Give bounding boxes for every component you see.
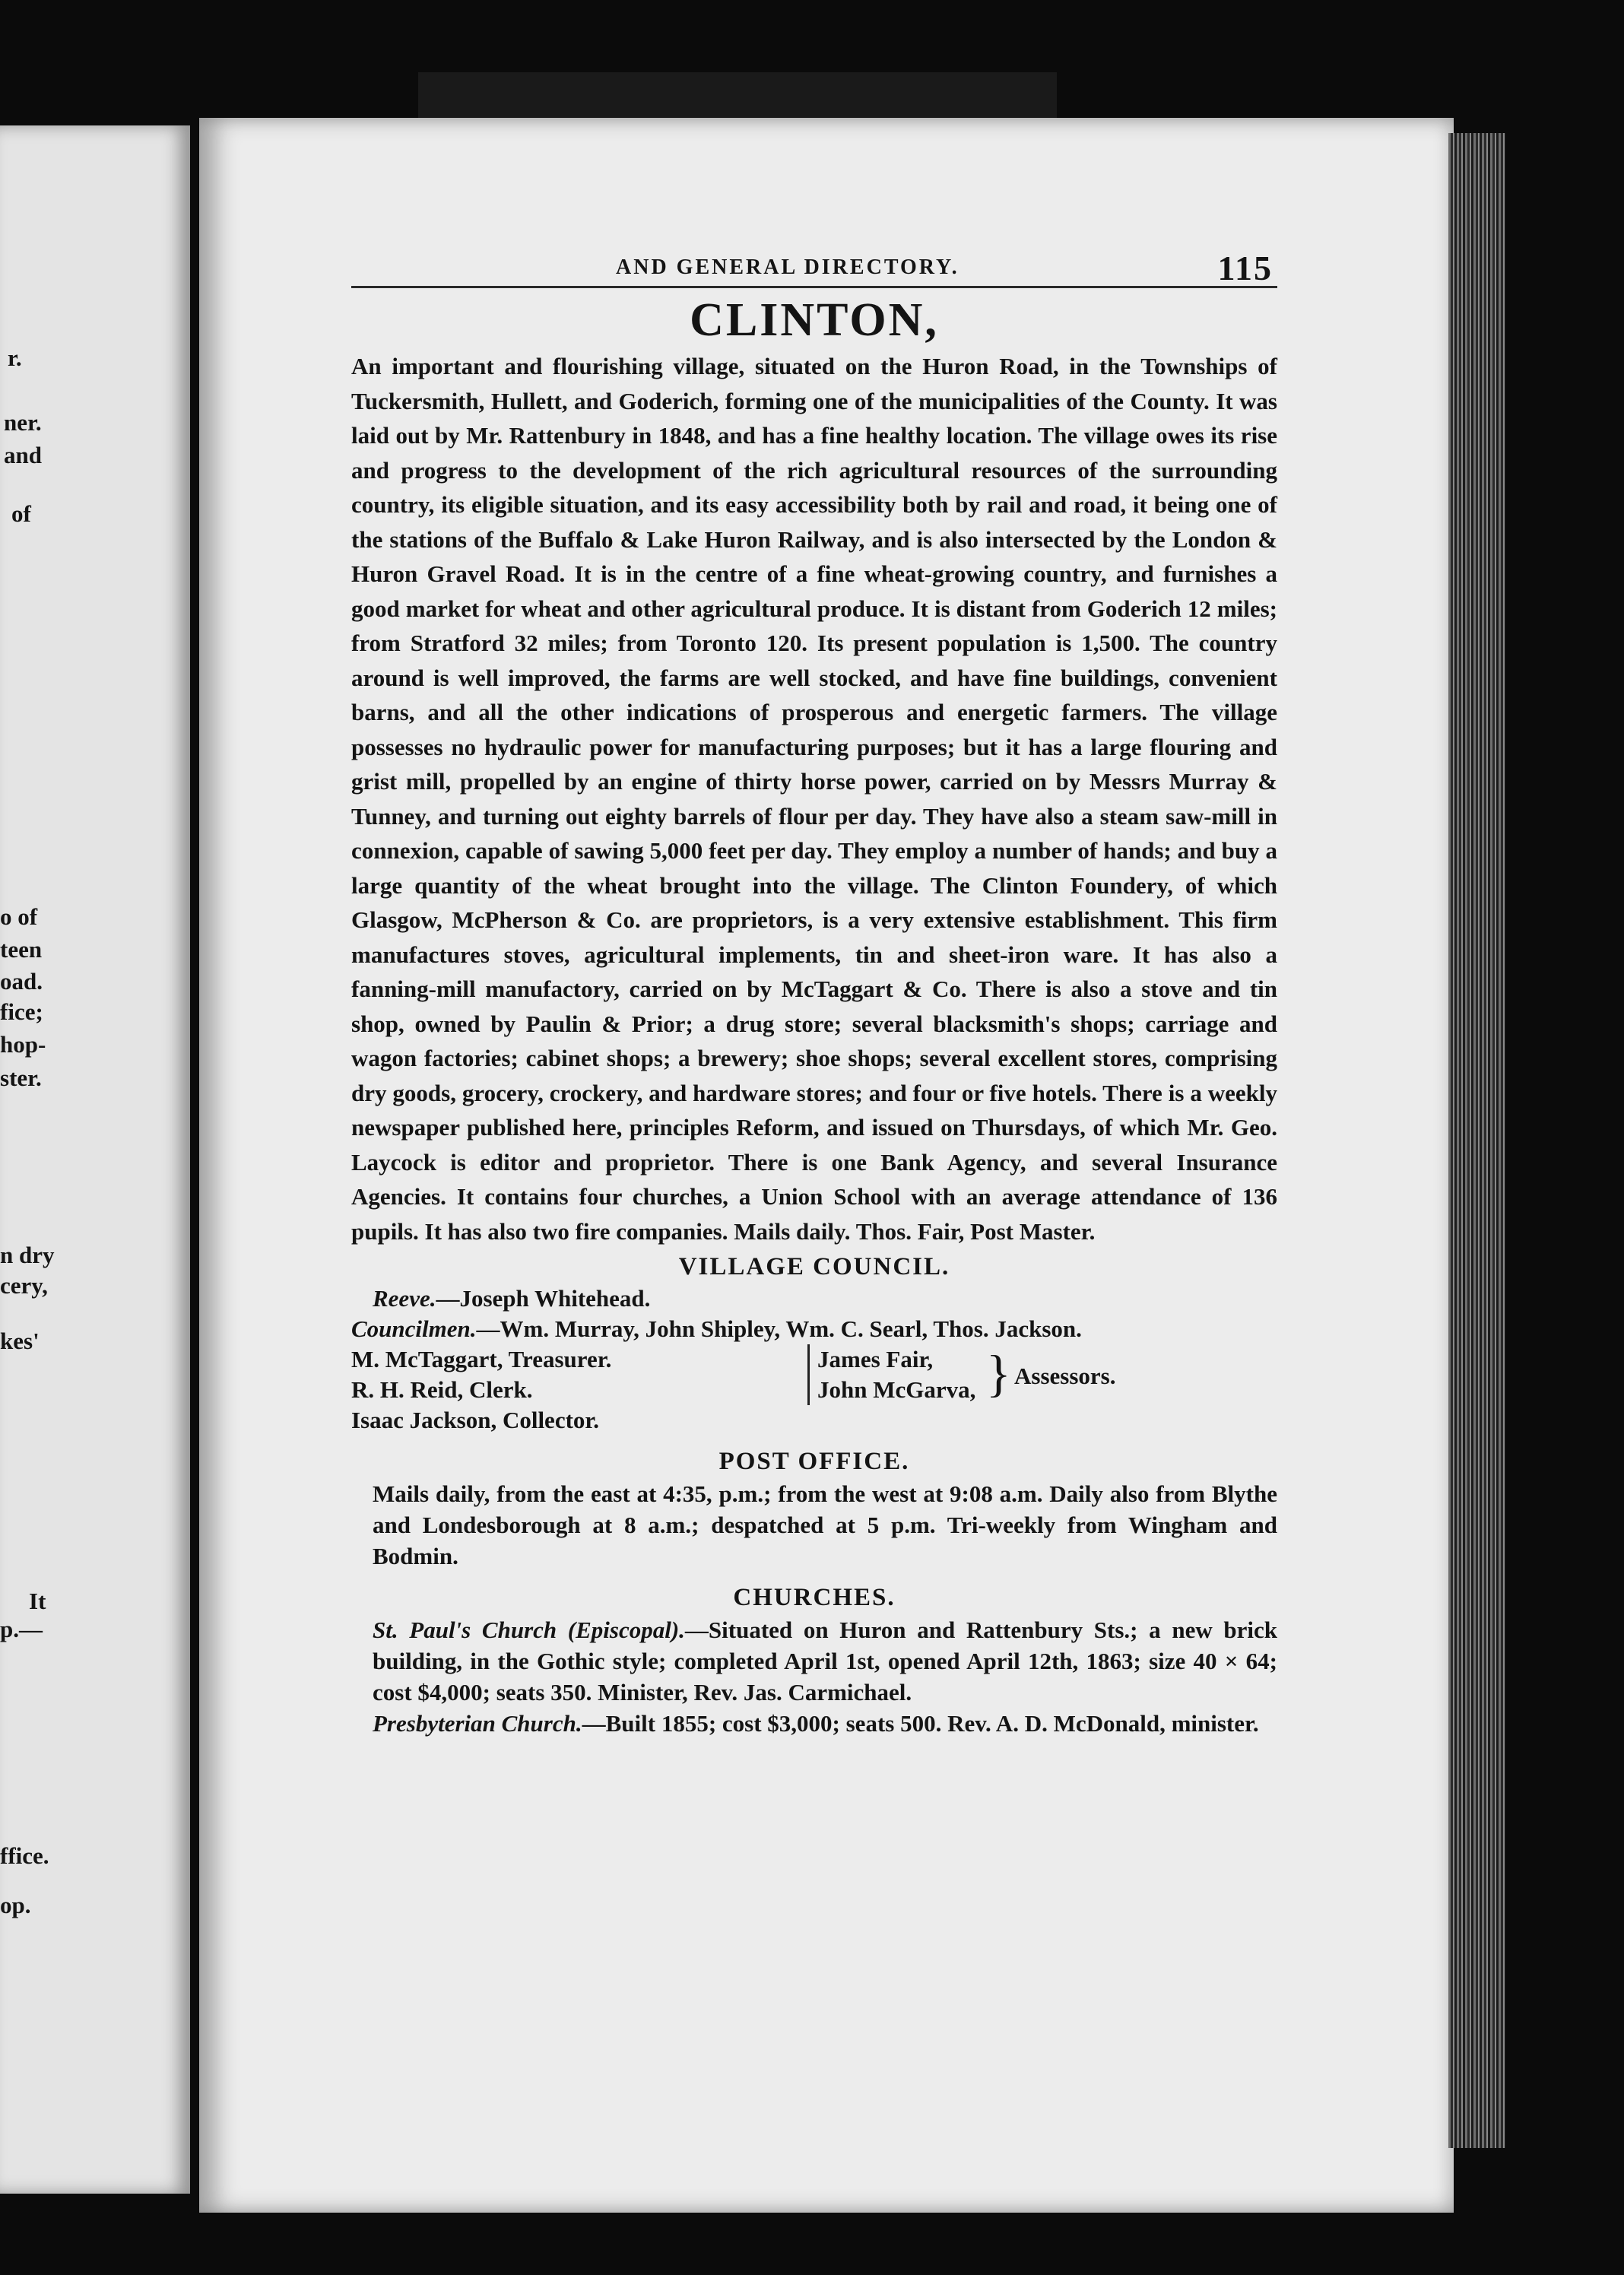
councilmen-names: —Wm. Murray, John Shipley, Wm. C. Searl, Thos. Jackson. <box>476 1315 1082 1342</box>
village-officers <box>351 1344 1277 1443</box>
officer-collector: Isaac Jackson, Collector. <box>351 1407 600 1433</box>
post-office-heading: POST OFFICE. <box>718 1448 910 1475</box>
left-fragment: n dry <box>0 1242 55 1268</box>
top-paper-scrap <box>418 72 1057 119</box>
assessors-label: Assessors. <box>1014 1363 1116 1389</box>
councilmen-line <box>351 1314 1277 1344</box>
left-fragment: fice; <box>0 998 43 1025</box>
town-description: An important and flourishing village, situated on the Huron Road, in the Townships of Tuckersmith, Hullett, and Goderich, forming one of the municipalities of the County. It was laid out by Mr. Rattenbury in 1848, and has a fine healthy location. The village owes its rise and progress to the development of the rich agricultural resources of the surrounding country, its eligible situation, and its easy accessibility both by rail and road, it being one of the stations of the Buffalo & Lake Huron Railway, and is also intersected by the London & Huron Gravel Road. It is in the centre of a fine wheat-growing country, and furnishes a good market for wheat and other agricultural produce. It is distant from Goderich 12 miles; from Stratford 32 miles; from Toronto 120. Its present population is 1,500. The country around is well improved, the farms are well stocked, and have fine buildings, convenient barns, and all the other indications of prosperous and energetic farmers. The village possesses no hydraulic power for manufacturing purposes; but it has a large flouring and grist mill, propelled by an engine of thirty horse power, carried on by Messrs Murray & Tunney, and turning out eighty barrels of flour per day. They have also a steam saw-mill in connexion, capable of sawing 5,000 feet per day. They employ a number of hands; and buy a large quantity of the wheat brought into the village. The Clinton Foundery, of which Glasgow, McPherson & Co. are proprietors, is a very extensive establishment. This firm manufactures stoves, agricultural implements, tin and sheet-iron ware. It has also a fanning-mill manufactory, carried on by McTaggart & Co. There is also a stove and tin shop, owned by Paulin & Prior; a drug store; several blacksmith's shops; carriage and wagon factories; cabinet shops; a brewery; shoe shops; several excellent stores, comprising dry goods, grocery, crockery, and hardware stores; and four or five hotels. There is a weekly newspaper published here, principles Reform, and issued on Thursdays, of which Mr. Geo. Laycock is editor and proprietor. There is one Bank Agency, and several Insurance Agencies. It contains four churches, a Union School with an average attendance of 136 pupils. It has also two fire companies. Mails daily. Thos. Fair, Post Master. <box>351 353 1277 1245</box>
post-office-text: Mails daily, from the east at 4:35, p.m.; from the west at 9:08 a.m. Daily also from Blythe and Londesborough at 8 a.m.; despatched at 5 p.m. Tri-weekly from Wingham and Bodmin. <box>373 1480 1277 1569</box>
town-title: CLINTON, <box>690 294 939 346</box>
page-edges <box>1448 133 1505 2148</box>
left-fragment: ner. <box>4 409 42 436</box>
church-name: St. Paul's Church (Episcopal). <box>373 1617 685 1643</box>
page-number: 115 <box>1217 249 1273 287</box>
church-details: —Situated on Huron and Rattenbury Sts.; a new brick building, in the Gothic style; completed April 1st, opened April 12th, 1863; size 40 × 64; cost $4,000; seats 350. Minister, Rev. Jas. Carmichael. <box>373 1617 1277 1705</box>
previous-page-strip <box>0 125 190 2194</box>
assessor-name: John McGarva, <box>817 1376 976 1403</box>
left-fragment: cery, <box>0 1272 48 1299</box>
left-fragment: hop- <box>0 1031 46 1058</box>
left-fragment: teen <box>0 936 43 963</box>
reeve-line <box>351 1283 1277 1314</box>
assessor-name: James Fair, <box>817 1346 934 1372</box>
reeve-label: Reeve. <box>373 1285 436 1312</box>
running-header <box>351 251 1277 288</box>
left-fragment: and <box>4 442 42 468</box>
running-title: AND GENERAL DIRECTORY. <box>616 255 959 279</box>
left-fragment: op. <box>0 1892 31 1918</box>
left-fragment: of <box>11 500 31 527</box>
left-fragment: o of <box>0 903 38 930</box>
church-name: Presbyterian Church. <box>373 1710 582 1737</box>
officer-treasurer: M. McTaggart, Treasurer. <box>351 1346 612 1372</box>
left-fragment: r. <box>8 344 22 371</box>
left-fragment: kes' <box>0 1328 40 1354</box>
left-fragment: ster. <box>0 1065 42 1091</box>
church-entry <box>351 1708 1277 1739</box>
brace-symbol: } <box>986 1344 1011 1402</box>
assessors-list <box>807 1344 975 1405</box>
church-entry <box>351 1614 1277 1708</box>
reeve-name: —Joseph Whitehead. <box>436 1285 651 1312</box>
left-fragment: ffice. <box>0 1842 49 1869</box>
left-fragment: oad. <box>0 968 43 995</box>
councilmen-label: Councilmen. <box>351 1315 477 1342</box>
left-fragment: p.— <box>0 1616 43 1642</box>
left-fragment: It <box>29 1588 46 1614</box>
officer-clerk: R. H. Reid, Clerk. <box>351 1376 533 1403</box>
churches-heading: CHURCHES. <box>733 1584 896 1611</box>
village-council-heading: VILLAGE COUNCIL. <box>678 1253 950 1280</box>
officers-list <box>351 1344 611 1436</box>
page-content <box>351 251 1277 1739</box>
church-details: —Built 1855; cost $3,000; seats 500. Rev. A. D. McDonald, minister. <box>582 1710 1259 1737</box>
